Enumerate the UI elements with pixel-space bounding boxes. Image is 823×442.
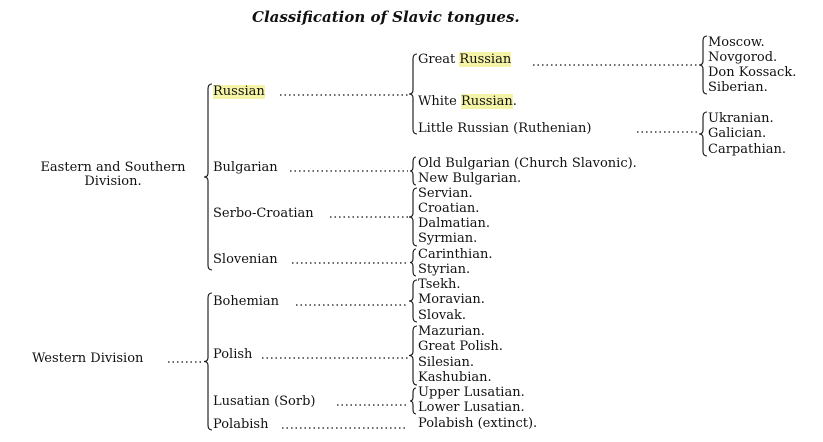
dialect-item: Novgorod. [708,50,778,65]
branch-white-russian [418,95,517,109]
sub-item: Syrmian. [418,231,478,246]
branch-little-russian: Little Russian (Ruthenian) [418,121,592,136]
branch-highlight: Russian [460,94,513,109]
language-bohemian: Bohemian [213,294,280,309]
branch-suffix: . [512,94,517,109]
brace-slovenian [410,249,416,276]
brace-polish [409,326,417,385]
dialect-item: Siberian. [708,80,768,95]
sub-item: Carinthian. [418,247,493,262]
sub-item: Croatian. [418,201,480,216]
branch-highlight: Russian [459,52,512,67]
brace-little-russian [699,112,707,156]
branch-prefix: Great [418,52,460,67]
sub-item: Silesian. [418,355,474,370]
language-bulgarian: Bulgarian [213,160,278,175]
sub-item: Upper Lusatian. [418,385,525,400]
dialect-item: Carpathian. [708,142,786,157]
brace-lusatian [410,388,416,414]
sub-item: Slovak. [418,308,466,323]
language-polish: Polish [213,347,253,362]
brace-western [204,293,212,430]
division-label-line: Eastern and Southern [40,160,186,175]
sub-item: Servian. [418,186,473,201]
language-lusatian: Lusatian (Sorb) [213,394,316,409]
sub-item: New Bulgarian. [418,171,522,186]
dialect-item: Don Kossack. [708,65,797,80]
brace-great-russian [699,36,707,94]
language-serbo-croatian: Serbo-Croatian [213,206,314,221]
sub-item: Polabish (extinct). [418,416,538,431]
sub-item: Tsekh. [418,277,461,292]
sub-item: Great Polish. [418,339,503,354]
page-title: Classification of Slavic tongues. [252,8,520,26]
sub-item: Kashubian. [418,370,492,385]
language-russian: Russian [213,84,265,99]
language-polabish: Polabish [213,417,269,432]
brace-serbo-croatian [409,188,417,246]
sub-item: Dalmatian. [418,216,491,231]
dialect-item: Moscow. [708,35,765,50]
dialect-item: Galician. [708,126,767,141]
language-slovenian: Slovenian [213,252,278,267]
sub-item: Old Bulgarian (Church Slavonic). [418,156,637,171]
brace-bulgarian [410,157,416,185]
sub-item: Moravian. [418,292,485,307]
division-label-eastern-southern [28,161,198,189]
brace-bohemian [409,280,417,322]
brace-eastern-southern [204,84,212,270]
dialect-item: Ukranian. [708,111,774,126]
sub-item: Styrian. [418,262,471,277]
division-label-line: Division. [84,174,142,189]
brace-russian [409,54,417,134]
branch-prefix: White [418,94,461,109]
branch-great-russian [418,53,511,67]
division-label-western: Western Division [32,351,144,366]
sub-item: Mazurian. [418,324,485,339]
sub-item: Lower Lusatian. [418,400,525,415]
